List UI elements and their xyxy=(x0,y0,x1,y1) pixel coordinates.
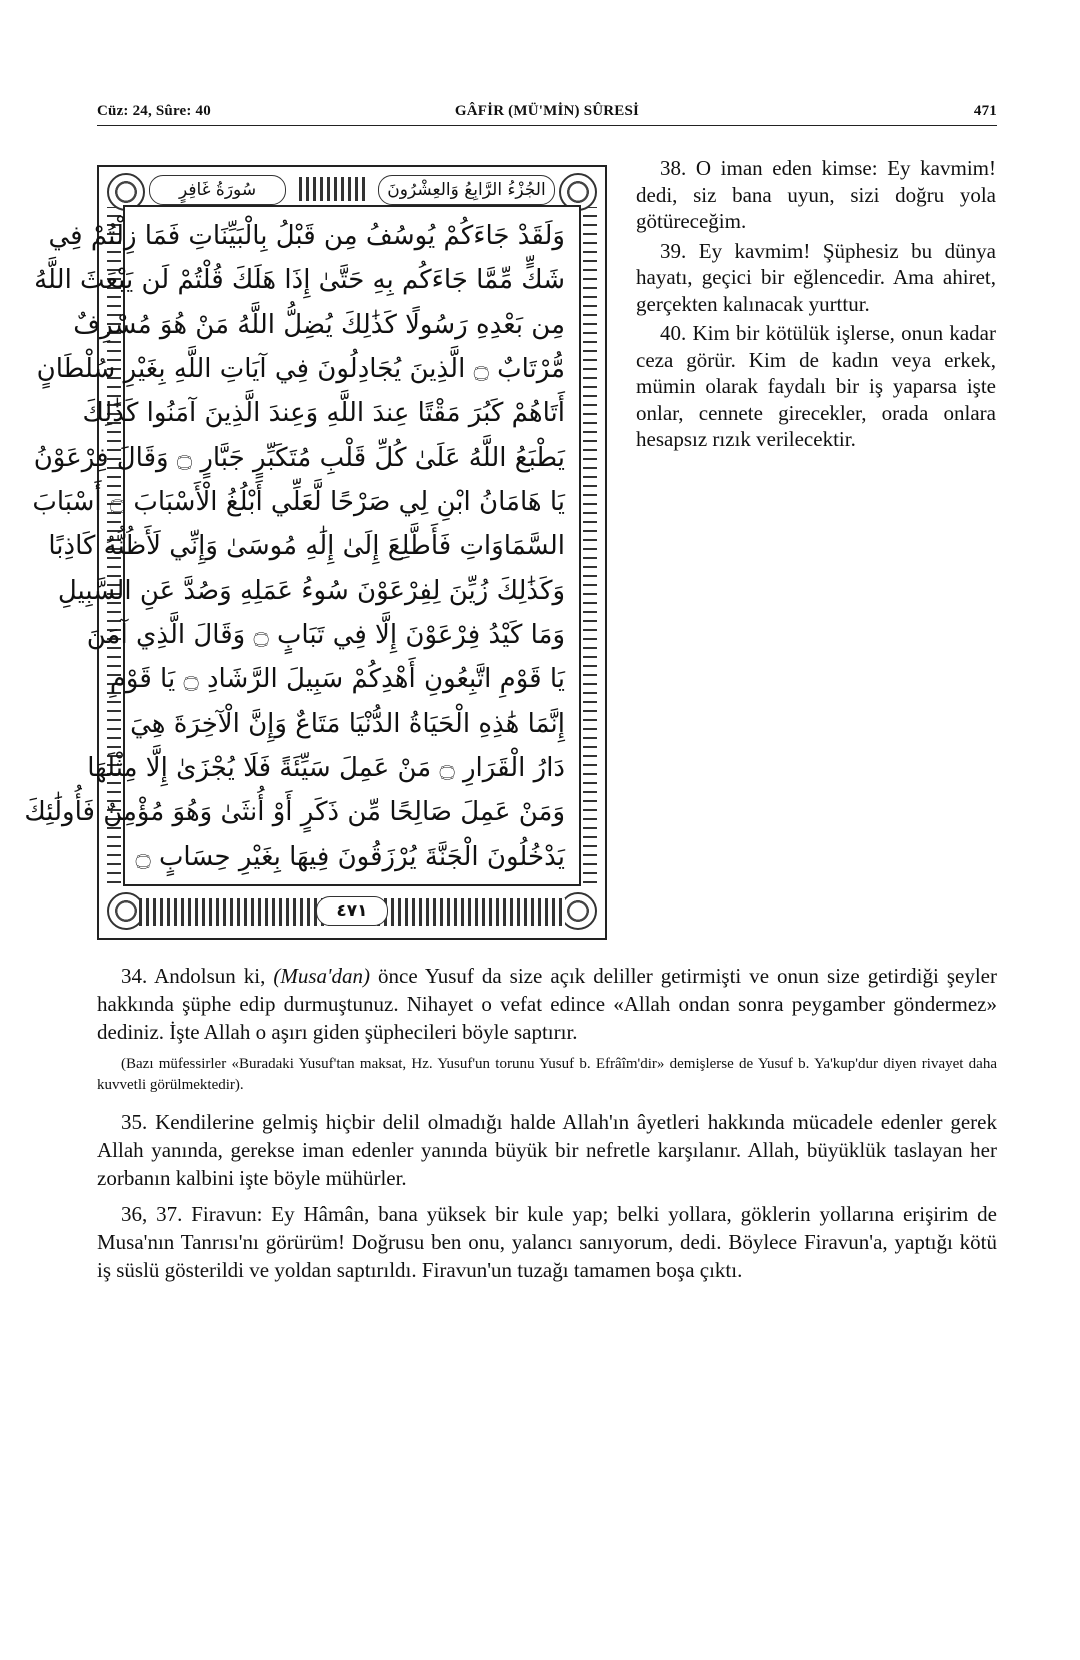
arabic-line: وَلَقَدْ جَاءَكُمْ يُوسُفُ مِن قَبْلُ بِالْبَيِّنَاتِ فَمَا زِلْتُمْ فِي xyxy=(48,221,565,251)
arabic-line: يَا هَامَانُ ابْنِ لِي صَرْحًا لَّعَلِّي أَبْلُغُ الْأَسْبَابَ ۝ أَسْبَابَ xyxy=(32,487,565,518)
mushaf-panel xyxy=(24,165,607,940)
arabic-line: دَارُ الْقَرَارِ ۝ مَنْ عَمِلَ سَيِّئَةً فَلَا يُجْزَىٰ إِلَّا مِثْلَهَا xyxy=(87,753,565,784)
arabic-lines xyxy=(24,215,565,878)
verse-38-translation: 38. O iman eden kimse: Ey kavmim! dedi, siz bana uyun, sizi doğru yola götüreceğim. xyxy=(636,156,996,233)
sura-title: GÂFİR (MÜ'MİN) SÛRESİ xyxy=(454,103,640,119)
juz-sura-label: Cüz: 24, Sûre: 40 xyxy=(97,103,211,119)
verse-34-end: önce Yusuf da size açık deliller getirmişti ve onun size getirdiği şeyler hakkında şüphe edip durmuştunuz. Nihayet o vefat edince «Allah ondan sonra peygamber göndermez» dediniz. İşte Allah o aşırı giden şüphecileri böyle saptırır. xyxy=(97,964,997,1044)
quran-text-area xyxy=(24,205,581,886)
verse-34-italic: (Musa'dan) xyxy=(273,964,370,988)
verse-34-translation xyxy=(97,962,997,1046)
right-ornament-border xyxy=(583,207,597,883)
verse-36-37-translation: 36, 37. Firavun: Ey Hâmân, bana yüksek bir kule yap; belki yollara, göklerin yollarına erişirim de Musa'nın Tanrısı'nı görürüm! Doğrusu ben onu, yalancı sanıyorum, dedi. Böylece Firavun'a, yaptığı kötü iş süslü gösterildi ve yoldan saptırıldı. Firavun'un tuzağı tamamen boşa çıktı. xyxy=(97,1202,997,1282)
arabic-line: السَّمَاوَاتِ فَأَطَّلِعَ إِلَىٰ إِلَٰهِ مُوسَىٰ وَإِنِّي لَأَظُنُّهُ كَاذِبًا xyxy=(48,531,565,562)
arabic-line: مِن بَعْدِهِ رَسُولًا كَذَٰلِكَ يُضِلُّ اللَّهُ مَنْ هُوَ مُسْرِفٌ xyxy=(73,309,565,340)
arabic-line: مُّرْتَابٌ ۝ الَّذِينَ يُجَادِلُونَ فِي آيَاتِ اللَّهِ بِغَيْرِ سُلْطَانٍ xyxy=(36,354,565,385)
page-number: 471 xyxy=(973,103,997,119)
arabic-line: يَطْبَعُ اللَّهُ عَلَىٰ كُلِّ قَلْبِ مُتَكَبِّرٍ جَبَّارٍ ۝ وَقَالَ فِرْعَوْنُ xyxy=(33,442,565,473)
translation-right-column xyxy=(636,155,996,456)
verse-34-start: 34. Andolsun ki, xyxy=(121,964,274,988)
verse-35-translation: 35. Kendilerine gelmiş hiçbir delil olmadığı halde Allah'ın âyetleri hakkında mücadele edenler gerek Allah yanında, gerekse iman edenler yanında büyük bir nefretle karşılanır. Allah, büyüklük taslayan her zorbanın kalbini işte böyle mühürler. xyxy=(97,1110,997,1190)
juz-name-banner: الجُزْءُ الرَّابِعُ وَالعِشْرُونَ xyxy=(378,175,555,205)
commentary-note: (Bazı müfessirler «Buradaki Yusuf'tan maksat, Hz. Yusuf'un torunu Yusuf b. Efrâîm'dir» demişlerse de Yusuf b. Ya'kup'dur diyen rivayet daha kuvvetli görülmektedir). xyxy=(97,1056,997,1093)
top-ornament-band xyxy=(299,177,365,201)
arabic-line: أَتَاهُمْ كَبُرَ مَقْتًا عِندَ اللَّهِ وَعِندَ الَّذِينَ آمَنُوا كَذَٰلِكَ xyxy=(82,398,565,429)
arabic-line: وَمَا كَيْدُ فِرْعَوْنَ إِلَّا فِي تَبَابٍ ۝ وَقَالَ الَّذِي آمَنَ xyxy=(86,620,565,651)
arabic-page-number: ٤٧١ xyxy=(316,896,388,926)
arabic-line: يَدْخُلُونَ الْجَنَّةَ يُرْزَقُونَ فِيهَا بِغَيْرِ حِسَابٍ ۝ xyxy=(135,841,565,872)
verse-40-translation: 40. Kim bir kötülük işlerse, onun kadar ceza görür. Kim de kadın veya erkek, mümin olarak faydalı bir iş yaparsa işte onlar, cennete girecekler, orada onlara hesapsız rızık verilecektir. xyxy=(636,321,996,451)
arabic-line: يَا قَوْمِ اتَّبِعُونِ أَهْدِكُمْ سَبِيلَ الرَّشَادِ ۝ يَا قَوْمِ xyxy=(109,664,565,695)
arabic-line: وَمَنْ عَمِلَ صَالِحًا مِّن ذَكَرٍ أَوْ أُنثَىٰ وَهُوَ مُؤْمِنٌ فَأُولَٰئِكَ xyxy=(24,797,565,828)
arabic-line: إِنَّمَا هَٰذِهِ الْحَيَاةُ الدُّنْيَا مَتَاعٌ وَإِنَّ الْآخِرَةَ هِيَ xyxy=(130,708,565,739)
translation-bottom-section xyxy=(97,962,997,1292)
verse-39-translation: 39. Ey kavmim! Şüphesiz bu dünya hayatı, geçici bir eğlencedir. Ama ahiret, gerçekten kalınacak yurttur. xyxy=(636,238,996,316)
arabic-line: شَكٍّ مِّمَّا جَاءَكُم بِهِ حَتَّىٰ إِذَا هَلَكَ قُلْتُمْ لَن يَبْعَثَ اللَّهُ xyxy=(34,265,565,296)
sura-name-banner: سُورَةُ غَافِرٍ xyxy=(149,175,286,205)
page-header xyxy=(97,103,997,126)
arabic-line: وَكَذَٰلِكَ زُيِّنَ لِفِرْعَوْنَ سُوءُ عَمَلِهِ وَصُدَّ عَنِ السَّبِيلِ xyxy=(57,575,565,606)
